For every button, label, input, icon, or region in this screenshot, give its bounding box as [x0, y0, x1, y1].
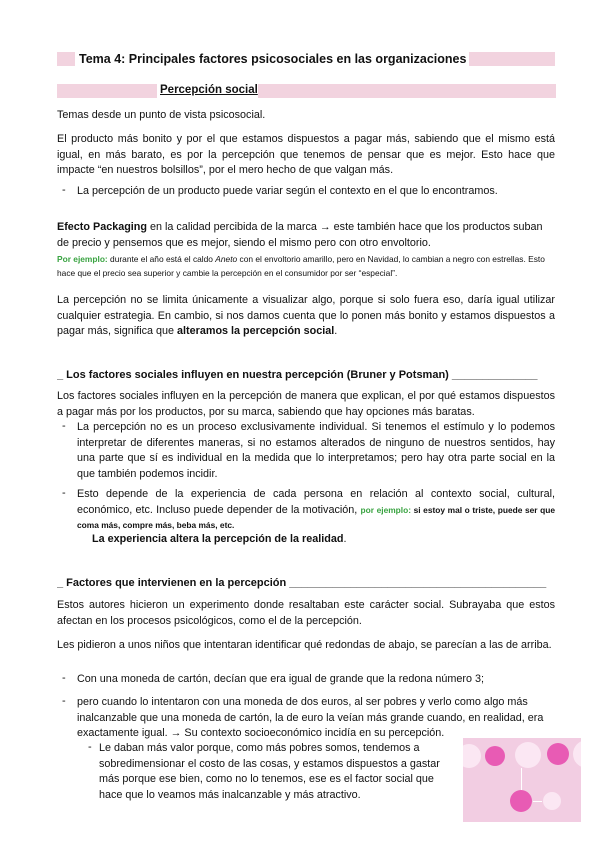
example-text-a: durante el año está el caldo — [107, 254, 216, 264]
connector-line — [521, 768, 522, 790]
circle-icon — [547, 743, 569, 765]
experience-example-text: si estoy mal o triste, puede ser que coma más, compre más, beba más, etc. — [77, 504, 555, 530]
title-highlight-right — [455, 52, 555, 66]
bullet-euro-coin: pero cuando lo intentaron con una moneda de dos euros, al ser pobres y verlo como algo más inalcanzable que una moneda de cartón, la de euro la veían más grande cuando, en realidad, era exactamente igual. → Su contexto socioeconómico incidía en su percepción. — [77, 696, 544, 739]
heading-social-factors: _ Los factores sociales influyen en nuestra percepción (Bruner y Potsman) ______________ — [57, 369, 538, 381]
heading-factors: _ Factores que intervienen en la percepción __________________________________________ — [57, 577, 547, 589]
circle-icon — [573, 740, 581, 768]
connector-line — [533, 801, 542, 802]
bullet-marker: - — [62, 184, 66, 196]
packaging-example — [57, 252, 555, 280]
bullet-marker: - — [62, 420, 66, 432]
bullet-cardboard-coin: Con una moneda de cartón, decían que era igual de grande que la redona número 3; — [77, 673, 484, 685]
intro-paragraph: Temas desde un punto de vista psicosocial. — [57, 109, 266, 121]
perception-paragraph — [57, 293, 555, 340]
conclusion-end: . — [343, 533, 347, 545]
coin-experiment-figure — [463, 738, 581, 822]
example-text-b: con el envoltorio amarillo, pero en Navidad, lo cambian a negro con estrellas. Esto hace que el precio sea superior y cambie la percepción en el consumidor por ser “especial”. — [57, 254, 545, 278]
section-subtitle: Percepción social — [160, 84, 258, 96]
circle-icon — [543, 792, 561, 810]
experience-example-label: por ejemplo: — [360, 504, 412, 515]
social-factors-paragraph: Los factores sociales influyen en la percepción de manera que explican, el por qué estamos dispuestos a pagar más por los productos, por su marca, sabiendo que hay opciones más baratas. — [57, 390, 555, 418]
bullet-marker: - — [62, 487, 66, 499]
packaging-paragraph — [57, 220, 555, 251]
circle-icon — [515, 742, 541, 768]
circle-icon — [485, 746, 505, 766]
circle-icon — [510, 790, 532, 812]
bullet-context: La percepción de un producto puede variar según el contexto en el que lo encontramos. — [77, 185, 498, 197]
perception-end: . — [334, 325, 338, 337]
perception-emphasis: alteramos la percepción social — [177, 325, 335, 337]
packaging-text: en la calidad percibida de la marca → este también hace que los productos suban de precio y pensemos que es mejor, siendo el mismo pero con otro envoltorio. — [57, 221, 543, 249]
document-title: Tema 4: Principales factores psicosociales en las organizaciones — [76, 52, 469, 66]
conclusion — [92, 532, 552, 548]
subtitle-highlight-right — [258, 84, 556, 98]
product-paragraph: El producto más bonito y por el que estamos dispuestos a pagar más, sabiendo que el mismo está igual, en más barato, es por la percepción que tenemos de pensar que es mejor. Esto hace que impacte “en nuestros bolsillos”, por el mero hecho de que valgan más. — [57, 133, 555, 176]
bullet-individual: La percepción no es un proceso exclusivamente individual. Si tenemos el estímulo y lo podemos interpretar de diferentes maneras, si no estamos alterados de ninguno de nuestros sentidos, hay una parte que sí es individual en la medida que lo interpretamos; pero hay otra parte social en la que también podemos incidir. — [77, 421, 555, 480]
bullet-marker: - — [62, 672, 66, 684]
conclusion-text: La experiencia altera la percepción de la realidad — [92, 533, 344, 545]
example-brand: Aneto — [215, 254, 238, 264]
children-paragraph: Les pidieron a unos niños que intentaran identificar qué redondas de abajo, se parecían a las de arriba. — [57, 639, 552, 651]
title-highlight-left — [57, 52, 75, 66]
perception-text: La percepción no se limita únicamente a visualizar algo, porque si solo fuera eso, daría igual utilizar cualquier estrategia. En cambio, si nos damos cuenta que lo ponen más bonito y estamos dispuestos a pagar más, significa que — [57, 294, 555, 337]
example-label: Por ejemplo: — [57, 254, 108, 264]
packaging-term: Efecto Packaging — [57, 221, 148, 233]
circle-icon — [463, 744, 481, 768]
experiment-paragraph: Estos autores hicieron un experimento donde resaltaban este carácter social. Subrayaba que estos afectan en los procesos psicológicos, como el de la percepción. — [57, 599, 555, 627]
bullet-marker: - — [62, 695, 66, 707]
bullet-marker: - — [88, 741, 92, 753]
subtitle-highlight-left — [57, 84, 157, 98]
bullet-value: Le daban más valor porque, como más pobres somos, tendemos a sobredimensionar el costo de las cosas, y estamos dispuestos a gastar más porque ese bien, como no lo tenemos, ese es el factor social que hace que lo veamos más inalcanzable y más atractivo. — [99, 742, 440, 801]
bullet-experience — [77, 487, 555, 534]
experience-text: Esto depende de la experiencia de cada persona en relación al contexto social, cultural, económico, etc. Incluso puede depender de la motivación, — [77, 488, 555, 516]
